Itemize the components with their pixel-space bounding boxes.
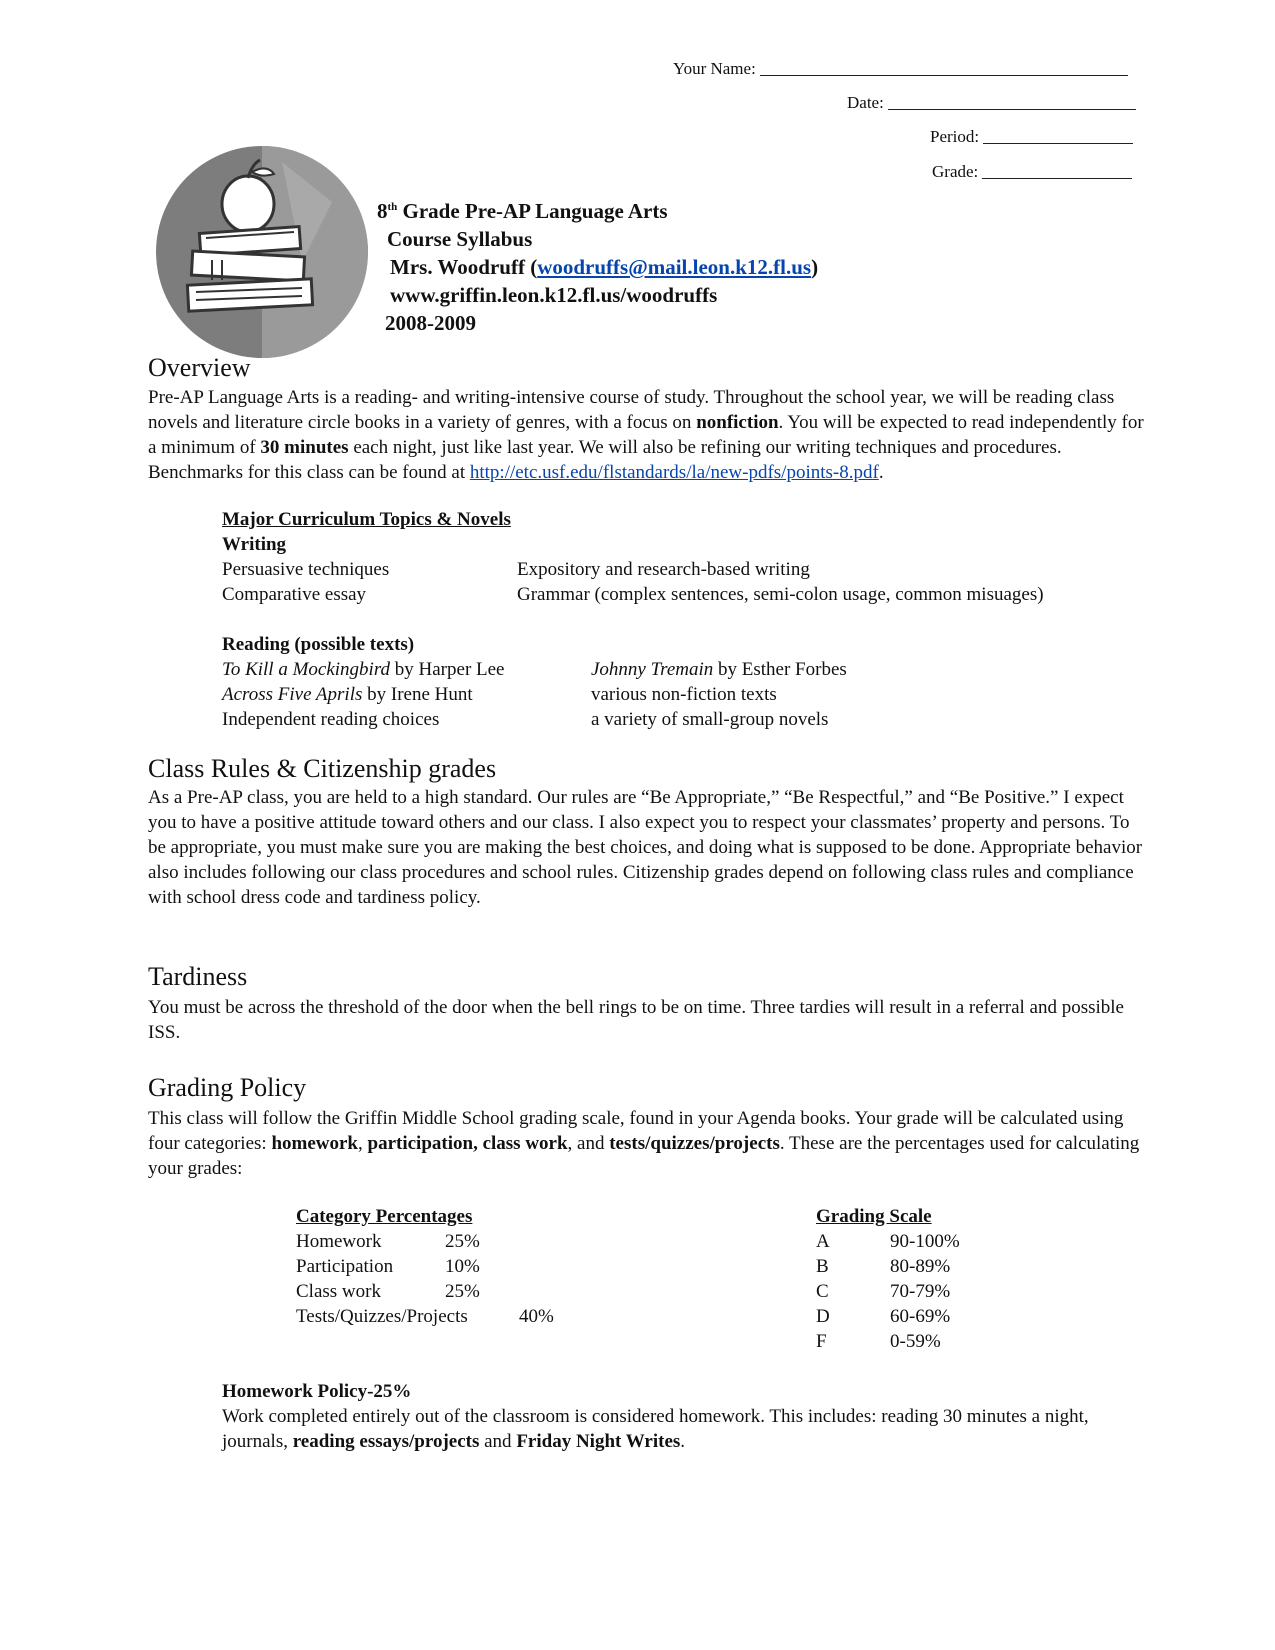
grade-label: Grade: [932,162,979,181]
category-name: Participation [296,1256,394,1277]
reading-item [591,657,847,682]
category-pct: 40% [519,1306,554,1327]
scale-letter: C [816,1281,829,1302]
scale-range: 90-100% [890,1231,960,1252]
overview-body [148,385,1148,485]
course-subtitle: Course Syllabus [387,227,533,251]
scale-letter: F [816,1331,827,1352]
date-label: Date: [847,93,884,112]
homework-sep: and [479,1431,517,1452]
homework-end: . [680,1431,686,1452]
category-name: Homework [296,1231,382,1252]
scale-letter: B [816,1256,829,1277]
reading-item [591,707,828,732]
curriculum-heading: Major Curriculum Topics & Novels [222,509,511,530]
grading-text-2: . These are the percentages used for calculating your grades: [148,1133,1140,1179]
date-field[interactable] [847,92,1136,113]
scale-letter: D [816,1306,830,1327]
category-pct: 25% [445,1231,480,1252]
reading-heading: Reading (possible texts) [222,634,415,655]
reading-text: a variety of small-group novels [591,709,829,730]
scale-range: 80-89% [890,1256,951,1277]
teacher-email-link[interactable]: woodruffs@mail.leon.k12.fl.us [537,255,812,279]
your-name-field[interactable] [673,58,1128,79]
grading-sep-1: , [358,1133,368,1154]
grade-number: 8 [377,199,388,223]
book-title: Johnny Tremain [591,659,714,680]
reading-item [222,707,439,732]
apple-on-books-icon [152,142,372,362]
homework-text-1: Work completed entirely out of the classroom is considered homework. This includes: reading 30 minutes a night, journals, [222,1406,1089,1452]
course-title-block [377,193,818,337]
scale-range: 60-69% [890,1306,951,1327]
scale-range: 0-59% [890,1331,941,1352]
scale-letter: A [816,1231,830,1252]
grading-bold-participation: participation, class work [367,1133,568,1154]
scale-range: 70-79% [890,1281,951,1302]
category-pct: 10% [445,1256,480,1277]
tardiness-body: You must be across the threshold of the door when the bell rings to be on time. Three tardies will result in a referral and possible ISS. [148,997,1124,1043]
grading-scale-heading: Grading Scale [816,1206,932,1227]
course-title [377,193,818,225]
grade-ordinal: th [387,201,398,213]
grading-heading: Grading Policy [148,1073,307,1102]
book-title: Across Five Aprils [222,684,363,705]
category-name: Tests/Quizzes/Projects [296,1306,468,1327]
overview-text-3: each night, just like last year. We will also be refining our writing techniques and procedures. Benchmarks for this class can be found at [148,437,1062,483]
writing-item: Persuasive techniques [222,559,390,580]
teacher-name: Mrs. Woodruff ( [390,255,538,279]
period-field[interactable] [930,126,1133,147]
period-label: Period: [930,127,980,146]
reading-text: various non-fiction texts [591,684,777,705]
reading-item [222,682,473,707]
teacher-line [377,253,818,281]
category-percentages-heading: Category Percentages [296,1206,473,1227]
rules-heading: Class Rules & Citizenship grades [148,754,497,783]
homework-bold-essays: reading essays/projects [292,1431,480,1452]
tardiness-heading: Tardiness [148,962,248,991]
overview-bold-nonfiction: nonfiction [696,412,779,433]
grading-bold-tests: tests/quizzes/projects [609,1133,780,1154]
homework-bold-fnw: Friday Night Writes [516,1431,681,1452]
book-author: by Harper Lee [390,659,505,680]
category-pct: 25% [445,1281,480,1302]
homework-policy-heading: Homework Policy-25% [222,1381,412,1402]
book-author: by Irene Hunt [362,684,473,705]
school-year: 2008-2009 [385,311,476,335]
course-name: Grade Pre-AP Language Arts [402,199,668,223]
grade-field[interactable] [932,161,1132,182]
category-name: Class work [296,1281,381,1302]
teacher-suffix: ) [811,255,819,279]
reading-item [591,682,777,707]
book-title: To Kill a Mockingbird [222,659,391,680]
grading-sep-2: , and [567,1133,610,1154]
overview-text-1: Pre-AP Language Arts is a reading- and writing-intensive course of study. Throughout the school year, we will be reading class novels and literature circle books in a variety of genres, with a focus on [148,387,1115,433]
book-author: by Esther Forbes [713,659,847,680]
grading-text-1: This class will follow the Griffin Middle School grading scale, found in your Agenda books. Your grade will be calculated using four categories: [148,1108,1124,1154]
grading-body [148,1106,1148,1181]
teacher-website: www.griffin.leon.k12.fl.us/woodruffs [390,283,718,307]
overview-text-2: . You will be expected to read independently for a minimum of [148,412,1144,458]
writing-item: Comparative essay [222,584,367,605]
writing-item: Grammar (complex sentences, semi-colon usage, common misuages) [517,584,1044,605]
homework-policy-body [222,1404,1102,1454]
grading-bold-homework: homework [271,1133,359,1154]
overview-end: . [878,462,884,483]
reading-item [222,657,505,682]
rules-body: As a Pre-AP class, you are held to a high standard. Our rules are “Be Appropriate,” “Be Respectful,” and “Be Positive.” I expect you to have a positive attitude toward others and our class. I also expect you to respect your classmates’ property and persons. To be appropriate, you must make sure you are making the best choices, and doing what is supposed to be done. Appropriate behavior also includes following our class procedures and school rules. Citizenship grades depend on following class rules and compliance with school dress code and tardiness policy. [148,787,1143,908]
writing-heading: Writing [222,534,287,555]
writing-item: Expository and research-based writing [517,559,810,580]
overview-heading: Overview [148,353,251,382]
overview-bold-minutes: 30 minutes [260,437,349,458]
your-name-label: Your Name: [673,59,756,78]
reading-text: Independent reading choices [222,709,440,730]
benchmarks-link[interactable]: http://etc.usf.edu/flstandards/la/new-pdfs/points-8.pdf [469,462,879,483]
